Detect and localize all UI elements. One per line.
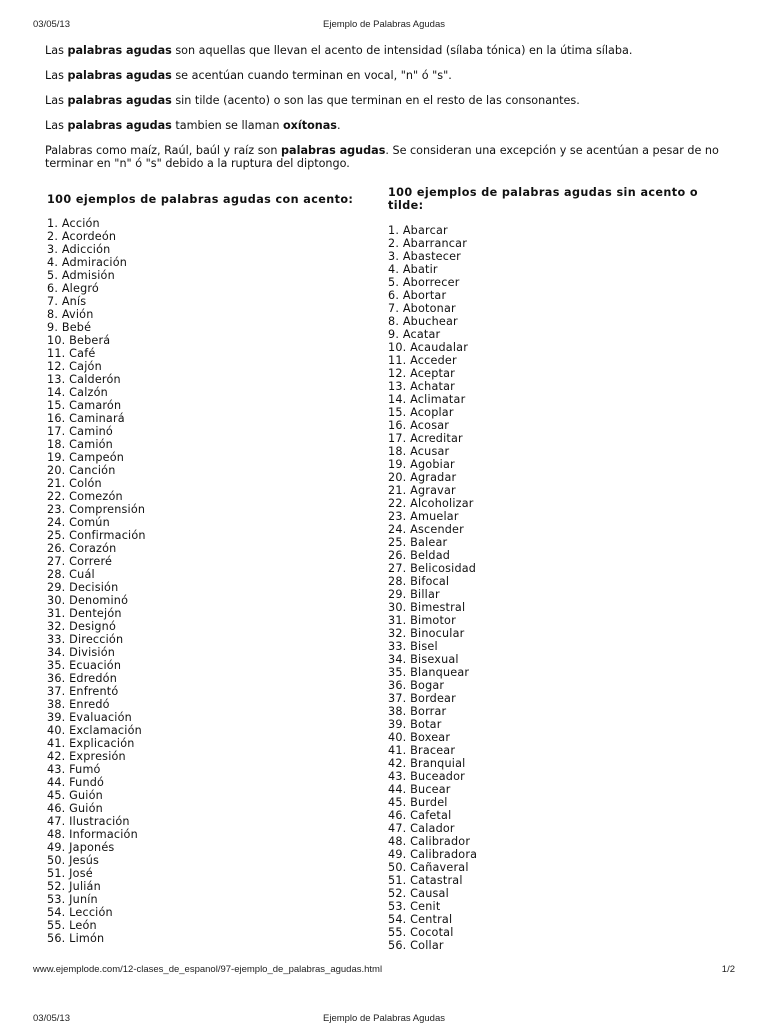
list-item: 33. Dirección [47,633,124,646]
intro-paragraph-1: Las palabras agudas son aquellas que llevan el acento de intensidad (sílaba tónica) en la útima sílaba. [45,44,633,57]
list-item: 45. Burdel [388,796,448,809]
list-item: 3. Adicción [47,243,111,256]
list-item: 25. Confirmación [47,529,146,542]
list-item: 22. Alcoholizar [388,497,474,510]
list-item: 6. Alegró [47,282,99,295]
list-item: 24. Ascender [388,523,464,536]
list-item: 24. Común [47,516,110,529]
without-accent-heading-line-2: tilde: [388,199,424,212]
list-item: 49. Calibradora [388,848,478,861]
list-item: 21. Colón [47,477,102,490]
list-item: 51. Catastral [388,874,463,887]
list-item: 12. Aceptar [388,367,455,380]
list-item: 30. Denominó [47,594,129,607]
list-item: 27. Correré [47,555,113,568]
list-item: 1. Abarcar [388,224,448,237]
list-item: 36. Bogar [388,679,445,692]
list-item: 5. Aborrecer [388,276,460,289]
list-item: 35. Blanquear [388,666,470,679]
list-item: 26. Beldad [388,549,451,562]
list-item: 8. Avión [47,308,94,321]
list-item: 2. Abarrancar [388,237,467,250]
list-item: 54. Central [388,913,453,926]
list-item: 37. Bordear [388,692,456,705]
list-item: 31. Bimotor [388,614,456,627]
list-item: 54. Lección [47,906,113,919]
list-item: 14. Calzón [47,386,108,399]
list-item: 47. Ilustración [47,815,130,828]
list-item: 11. Café [47,347,96,360]
list-item: 52. Causal [388,887,449,900]
without-accent-heading [388,186,724,212]
list-item: 25. Balear [388,536,448,549]
list-item: 38. Enredó [47,698,110,711]
list-item: 35. Ecuación [47,659,122,672]
list-item: 47. Calador [388,822,455,835]
list-item: 41. Explicación [47,737,135,750]
with-accent-column [47,193,367,945]
next-page-date: 03/05/13 [33,1013,70,1024]
list-item: 9. Bebé [47,321,92,334]
list-item: 43. Fumó [47,763,101,776]
list-item: 17. Caminó [47,425,113,438]
list-item: 51. José [47,867,93,880]
list-item: 18. Camión [47,438,113,451]
list-item: 34. Bisexual [388,653,459,666]
list-item: 27. Belicosidad [388,562,477,575]
list-item: 44. Bucear [388,783,451,796]
list-item: 15. Camarón [47,399,122,412]
list-item: 31. Dentejón [47,607,122,620]
list-item: 32. Binocular [388,627,465,640]
list-item: 39. Botar [388,718,442,731]
list-item: 17. Acreditar [388,432,463,445]
list-item: 48. Información [47,828,138,841]
list-item: 39. Evaluación [47,711,132,724]
with-accent-heading: 100 ejemplos de palabras agudas con acento: [47,193,354,206]
intro-text [45,44,729,182]
with-accent-list [47,217,367,945]
list-item: 6. Abortar [388,289,447,302]
intro-paragraph-2: Las palabras agudas se acentúan cuando terminan en vocal, "n" ó "s". [45,69,452,82]
list-item: 16. Caminará [47,412,125,425]
list-item: 36. Edredón [47,672,117,685]
list-item: 14. Aclimatar [388,393,466,406]
footer-page-number: 1/2 [721,964,735,975]
list-item: 22. Comezón [47,490,123,503]
list-item: 10. Beberá [47,334,111,347]
intro-paragraph-5: Palabras como maíz, Raúl, baúl y raíz son palabras agudas. Se consideran una excepción y se acentúan a pesar de no terminar en "n" ó "s" debido a la ruptura del diptongo. [45,144,719,170]
list-item: 50. Jesús [47,854,100,867]
without-accent-heading-line-1: 100 ejemplos de palabras agudas sin acento o [388,186,698,199]
list-item: 18. Acusar [388,445,450,458]
list-item: 44. Fundó [47,776,105,789]
list-item: 34. División [47,646,116,659]
list-item: 42. Branquial [388,757,466,770]
list-item: 2. Acordeón [47,230,117,243]
list-item: 33. Bisel [388,640,438,653]
list-item: 45. Guión [47,789,103,802]
intro-paragraph-4: Las palabras agudas tambien se llaman oxítonas. [45,119,341,132]
list-item: 13. Achatar [388,380,455,393]
list-item: 40. Boxear [388,731,451,744]
list-item: 16. Acosar [388,419,450,432]
list-item: 4. Abatir [388,263,438,276]
list-item: 19. Agobiar [388,458,455,471]
next-page-title: Ejemplo de Palabras Agudas [323,1013,445,1024]
list-item: 43. Buceador [388,770,465,783]
list-item: 48. Calibrador [388,835,471,848]
list-item: 30. Bimestral [388,601,466,614]
footer-url-link[interactable]: www.ejemplode.com/12-clases_de_espanol/97-ejemplo_de_palabras_agudas.html [33,964,383,975]
intro-paragraph-3: Las palabras agudas sin tilde (acento) o son las que terminan en el resto de las consonantes. [45,94,580,107]
list-item: 46. Guión [47,802,103,815]
list-item: 52. Julián [47,880,101,893]
header-date: 03/05/13 [33,19,70,30]
list-item: 1. Acción [47,217,100,230]
list-item: 5. Admisión [47,269,115,282]
list-item: 40. Exclamación [47,724,142,737]
list-item: 53. Cenit [388,900,441,913]
list-item: 8. Abuchear [388,315,458,328]
list-item: 28. Bifocal [388,575,450,588]
list-item: 26. Corazón [47,542,117,555]
list-item: 12. Cajón [47,360,102,373]
list-item: 29. Billar [388,588,440,601]
list-item: 19. Campeón [47,451,125,464]
list-item: 9. Acatar [388,328,441,341]
list-item: 13. Calderón [47,373,121,386]
list-item: 53. Junín [47,893,98,906]
list-item: 11. Acceder [388,354,457,367]
list-item: 37. Enfrentó [47,685,119,698]
list-item: 23. Comprensión [47,503,146,516]
list-item: 55. Cocotal [388,926,454,939]
list-item: 3. Abastecer [388,250,461,263]
list-item: 49. Japonés [47,841,115,854]
list-item: 32. Designó [47,620,117,633]
list-item: 28. Cuál [47,568,95,581]
list-item: 20. Canción [47,464,116,477]
list-item: 4. Admiración [47,256,128,269]
header-title: Ejemplo de Palabras Agudas [323,19,445,30]
list-item: 10. Acaudalar [388,341,469,354]
list-item: 50. Cañaveral [388,861,469,874]
list-item: 56. Limón [47,932,105,945]
list-item: 38. Borrar [388,705,447,718]
list-item: 15. Acoplar [388,406,454,419]
list-item: 46. Cafetal [388,809,452,822]
list-item: 7. Abotonar [388,302,456,315]
list-item: 56. Collar [388,939,444,952]
without-accent-column [388,186,724,952]
list-item: 21. Agravar [388,484,456,497]
list-item: 20. Agradar [388,471,457,484]
without-accent-list [388,224,724,952]
list-item: 55. León [47,919,97,932]
list-item: 7. Anís [47,295,87,308]
list-item: 42. Expresión [47,750,126,763]
list-item: 23. Amuelar [388,510,459,523]
list-item: 41. Bracear [388,744,456,757]
list-item: 29. Decisión [47,581,119,594]
